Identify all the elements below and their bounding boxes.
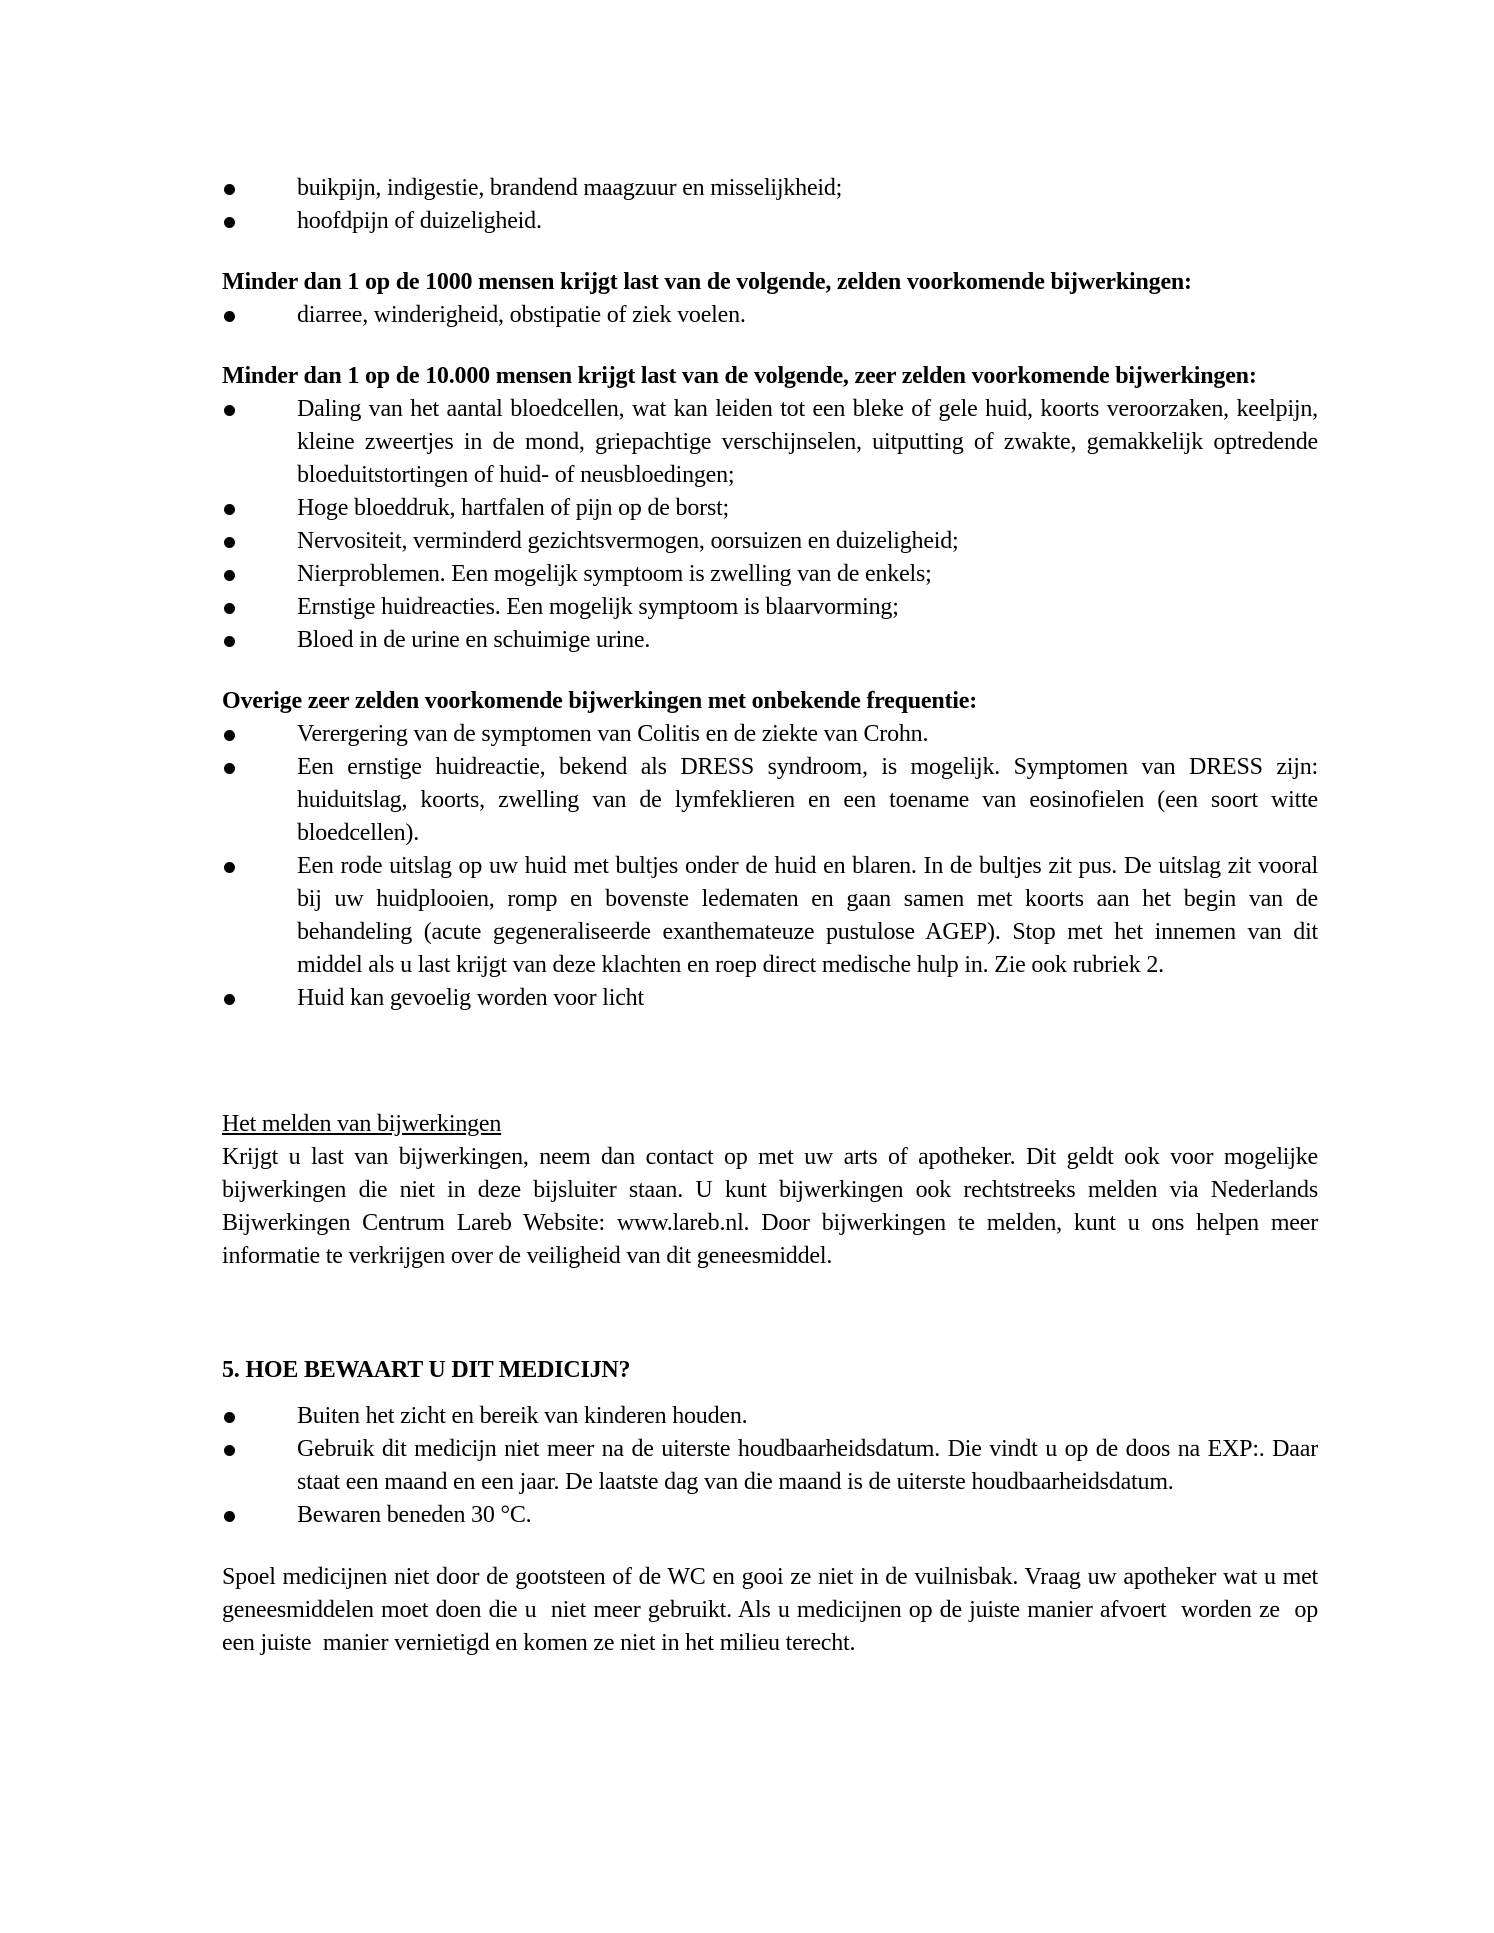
list-item-text: Ernstige huidreacties. Een mogelijk symptoom is blaarvorming; xyxy=(297,594,899,620)
bullet-icon xyxy=(222,1400,297,1433)
bullet-icon xyxy=(222,1499,297,1532)
very-rare-bullet-list xyxy=(222,393,1318,657)
bullet-icon xyxy=(222,1433,297,1466)
list-item xyxy=(222,393,1318,492)
list-item xyxy=(222,624,1318,657)
bullet-icon xyxy=(222,492,297,525)
list-item xyxy=(222,558,1318,591)
list-item xyxy=(222,205,1318,238)
list-item xyxy=(222,1400,1318,1433)
list-item-text: Een rode uitslag op uw huid met bultjes onder de huid en blaren. In de bultjes zit pus. De uitslag zit vooral bij uw huidplooien, romp en bovenste ledematen en gaan samen met koorts aan het begin van de behandeling (acute gegeneraliseerde exanthemateuze pustulose AGEP). Stop met het innemen van dit middel als u last krijgt van deze klachten en roep direct medische hulp in. Zie ook rubriek 2. xyxy=(297,853,1318,978)
list-item xyxy=(222,172,1318,205)
list-item xyxy=(222,751,1318,850)
bullet-icon xyxy=(222,718,297,751)
list-item-text: Daling van het aantal bloedcellen, wat kan leiden tot een bleke of gele huid, koorts veroorzaken, keelpijn, kleine zweertjes in de mond, griepachtige verschijnselen, uitputting of zwakte, gemakkelijk optredende bloeduitstortingen of huid- of neusbloedingen; xyxy=(297,396,1318,488)
list-item xyxy=(222,492,1318,525)
list-item-text: hoofdpijn of duizeligheid. xyxy=(297,208,542,234)
reporting-heading: Het melden van bijwerkingen xyxy=(222,1111,502,1137)
storage-bullet-list xyxy=(222,1400,1318,1532)
list-item-text: diarree, winderigheid, obstipatie of ziek voelen. xyxy=(297,302,746,328)
list-item xyxy=(222,850,1318,982)
bullet-icon xyxy=(222,624,297,657)
list-item xyxy=(222,718,1318,751)
list-item xyxy=(222,1433,1318,1499)
rare-bullet-list xyxy=(222,299,1318,332)
list-item-text: Gebruik dit medicijn niet meer na de uiterste houdbaarheidsdatum. Die vindt u op de doos na EXP:. Daar staat een maand en een jaar. De laatste dag van die maand is de uiterste houdbaarheidsdatum. xyxy=(297,1436,1318,1495)
section-heading-unknown-frequency: Overige zeer zelden voorkomende bijwerkingen met onbekende frequentie: xyxy=(222,688,977,714)
list-item-text: Hoge bloeddruk, hartfalen of pijn op de borst; xyxy=(297,495,730,521)
list-item-text: Nierproblemen. Een mogelijk symptoom is zwelling van de enkels; xyxy=(297,561,932,587)
bullet-icon xyxy=(222,205,297,238)
section-heading-storage: 5. HOE BEWAART U DIT MEDICIJN? xyxy=(222,1357,631,1383)
list-item xyxy=(222,982,1318,1015)
list-item-text: Bloed in de urine en schuimige urine. xyxy=(297,627,651,653)
bullet-icon xyxy=(222,751,297,784)
list-item xyxy=(222,1499,1318,1532)
bullet-icon xyxy=(222,558,297,591)
bullet-icon xyxy=(222,172,297,205)
list-item xyxy=(222,525,1318,558)
reporting-section xyxy=(222,1108,1318,1273)
section-heading-rare: Minder dan 1 op de 1000 mensen krijgt last van de volgende, zelden voorkomende bijwerkingen: xyxy=(222,269,1192,295)
list-item-text: buikpijn, indigestie, brandend maagzuur en misselijkheid; xyxy=(297,175,843,201)
list-item-text: Bewaren beneden 30 °C. xyxy=(297,1502,532,1528)
list-item xyxy=(222,591,1318,624)
reporting-paragraph: Krijgt u last van bijwerkingen, neem dan contact op met uw arts of apotheker. Dit geldt ook voor mogelijke bijwerkingen die niet in deze bijsluiter staan. U kunt bijwerkingen ook rechtstreeks melden via Nederlands Bijwerkingen Centrum Lareb Website: www.lareb.nl. Door bijwerkingen te melden, kunt u ons helpen meer informatie te verkrijgen over de veiligheid van dit geneesmiddel. xyxy=(222,1144,1318,1269)
list-item-text: Nervositeit, verminderd gezichtsvermogen, oorsuizen en duizeligheid; xyxy=(297,528,959,554)
list-item-text: Huid kan gevoelig worden voor licht xyxy=(297,985,644,1011)
bullet-icon xyxy=(222,850,297,883)
disposal-paragraph: Spoel medicijnen niet door de gootsteen of de WC en gooi ze niet in de vuilnisbak. Vraag uw apotheker wat u met geneesmiddelen moet doen die u niet meer gebruikt. Als u medicijnen op de juiste manier afvoert worden ze op een juiste manier vernietigd en komen ze niet in het milieu terecht. xyxy=(222,1564,1324,1656)
list-item-text: Een ernstige huidreactie, bekend als DRESS syndroom, is mogelijk. Symptomen van DRESS zijn: huiduitslag, koorts, zwelling van de lymfeklieren en een toename van eosinofielen (een soort witte bloedcellen). xyxy=(297,754,1318,846)
bullet-icon xyxy=(222,393,297,426)
bullet-icon xyxy=(222,525,297,558)
bullet-icon xyxy=(222,591,297,624)
bullet-icon xyxy=(222,299,297,332)
list-item xyxy=(222,299,1318,332)
section-heading-very-rare: Minder dan 1 op de 10.000 mensen krijgt last van de volgende, zeer zelden voorkomende bijwerkingen: xyxy=(222,363,1257,389)
intro-bullet-list xyxy=(222,172,1318,238)
unknown-frequency-bullet-list xyxy=(222,718,1318,1015)
list-item-text: Buiten het zicht en bereik van kinderen houden. xyxy=(297,1403,748,1429)
list-item-text: Verergering van de symptomen van Colitis en de ziekte van Crohn. xyxy=(297,721,929,747)
bullet-icon xyxy=(222,982,297,1015)
